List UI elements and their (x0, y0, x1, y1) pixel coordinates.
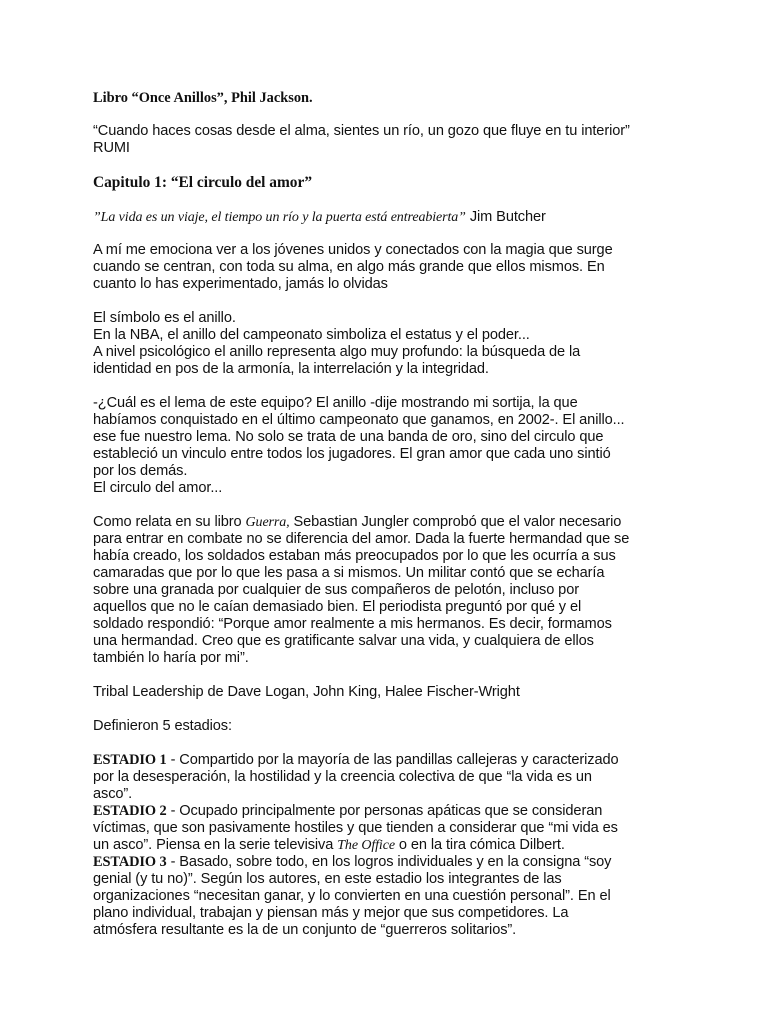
paragraph-line: aquellos que no le caían demasiado bien. El periodista preguntó por qué y el (93, 599, 582, 615)
epigraph-author: Jim Butcher (465, 209, 546, 225)
line-text: un asco”. Piensa en la serie televisiva (93, 837, 338, 853)
stage-2-label: ESTADIO 2 (93, 803, 167, 819)
rumi-author: RUMI (93, 140, 130, 156)
stage-2-line: víctimas, que son pasivamente hostiles y que tienden a considerar que “mi vida es (93, 820, 618, 836)
paragraph-line: una hermandad. Creo que es gratificante salvar una vida, y cualquiera de ellos (93, 633, 594, 649)
stage-3-line: plano individual, trabajan y piensan más y mejor que sus competidores. La (93, 905, 569, 921)
stage-3-line (93, 854, 683, 871)
stage-1-label: ESTADIO 1 (93, 752, 167, 768)
stage-2-line (93, 837, 683, 854)
rumi-quote (93, 123, 683, 157)
paragraph-line: -¿Cuál es el lema de este equipo? El anillo -dije mostrando mi sortija, la que (93, 395, 578, 411)
paragraph-ring-symbol (93, 310, 683, 378)
paragraph-line: camaradas que por lo que les pasa a si mismos. Un militar contó que se echaría (93, 565, 605, 581)
tribal-leadership-reference: Tribal Leadership de Dave Logan, John King, Halee Fischer-Wright (93, 684, 520, 700)
stage-2-line (93, 803, 683, 820)
paragraph-line: también lo haría por mi”. (93, 650, 249, 666)
line-text: Sebastian Jungler comprobó que el valor necesario (289, 514, 622, 530)
epigraph (93, 209, 683, 226)
paragraph-line (93, 514, 683, 531)
paragraph-team-motto (93, 395, 683, 497)
paragraph-line: cuanto lo has experimentado, jamás lo olvidas (93, 276, 388, 292)
stage-2-text: - Ocupado principalmente por personas apáticas que se consideran (166, 803, 603, 819)
line-text: o en la tira cómica Dilbert. (394, 837, 565, 853)
paragraph-line: habíamos conquistado en el último campeonato que ganamos, en 2002-. El anillo... (93, 412, 625, 428)
paragraph-line: soldado respondió: “Porque amor realmente a mis hermanos. Es decir, formamos (93, 616, 612, 632)
stage-1-line: asco”. (93, 786, 133, 802)
stage-3-line: genial (y tu no)”. Según los autores, en este estadio los integrantes de las (93, 871, 562, 887)
stage-3-text: - Basado, sobre todo, en los logros individuales y en la consigna “soy (166, 854, 612, 870)
paragraph-line: había creado, los soldados estaban más preocupados por lo que les ocurría a sus (93, 548, 616, 564)
paragraph-intro (93, 242, 683, 293)
show-name-the-office: The Office (337, 838, 395, 853)
paragraph-war-book (93, 514, 683, 667)
stages-list (93, 752, 683, 939)
stage-1-text: - Compartido por la mayoría de las pandillas callejeras y caracterizado (166, 752, 619, 768)
book-name-guerra: Guerra, (245, 515, 290, 530)
stage-3-line: organizaciones “necesitan ganar, y lo convierten en una cuestión personal”. En el (93, 888, 611, 904)
paragraph-line: A mí me emociona ver a los jóvenes unidos y conectados con la magia que surge (93, 242, 613, 258)
stage-3-label: ESTADIO 3 (93, 854, 167, 870)
document-page (93, 90, 683, 939)
paragraph-line: para entrar en combate no se diferencia del amor. Dada la fuerte hermandad que se (93, 531, 630, 547)
paragraph-line: identidad en pos de la armonía, la interrelación y la integridad. (93, 361, 489, 377)
paragraph-line: El circulo del amor... (93, 480, 223, 496)
line-text: Como relata en su libro (93, 514, 246, 530)
stage-3-line: atmósfera resultante es la de un conjunto de “guerreros solitarios”. (93, 922, 517, 938)
stages-intro: Definieron 5 estadios: (93, 718, 232, 734)
epigraph-quote: ”La vida es un viaje, el tiempo un río y la puerta está entreabierta” (93, 210, 466, 225)
paragraph-line: estableció un vinculo entre todos los jugadores. El gran amor que cada uno sintió (93, 446, 611, 462)
stage-1-line: por la desesperación, la hostilidad y la creencia colectiva de que “la vida es un (93, 769, 592, 785)
book-title: Libro “Once Anillos”, Phil Jackson. (93, 90, 313, 106)
paragraph-line: ese fue nuestro lema. No solo se trata de una banda de oro, sino del circulo que (93, 429, 604, 445)
rumi-quote-text: “Cuando haces cosas desde el alma, sientes un río, un gozo que fluye en tu interior” (93, 123, 630, 139)
paragraph-line: sobre una granada por cualquier de sus compañeros de pelotón, incluso por (93, 582, 579, 598)
paragraph-line: A nivel psicológico el anillo representa algo muy profundo: la búsqueda de la (93, 344, 581, 360)
stage-1-line (93, 752, 683, 769)
chapter-title: Capitulo 1: “El circulo del amor” (93, 174, 313, 191)
paragraph-line: El símbolo es el anillo. (93, 310, 236, 326)
paragraph-line: En la NBA, el anillo del campeonato simboliza el estatus y el poder... (93, 327, 530, 343)
paragraph-line: por los demás. (93, 463, 188, 479)
paragraph-line: cuando se centran, con toda su alma, en algo más grande que ellos mismos. En (93, 259, 605, 275)
